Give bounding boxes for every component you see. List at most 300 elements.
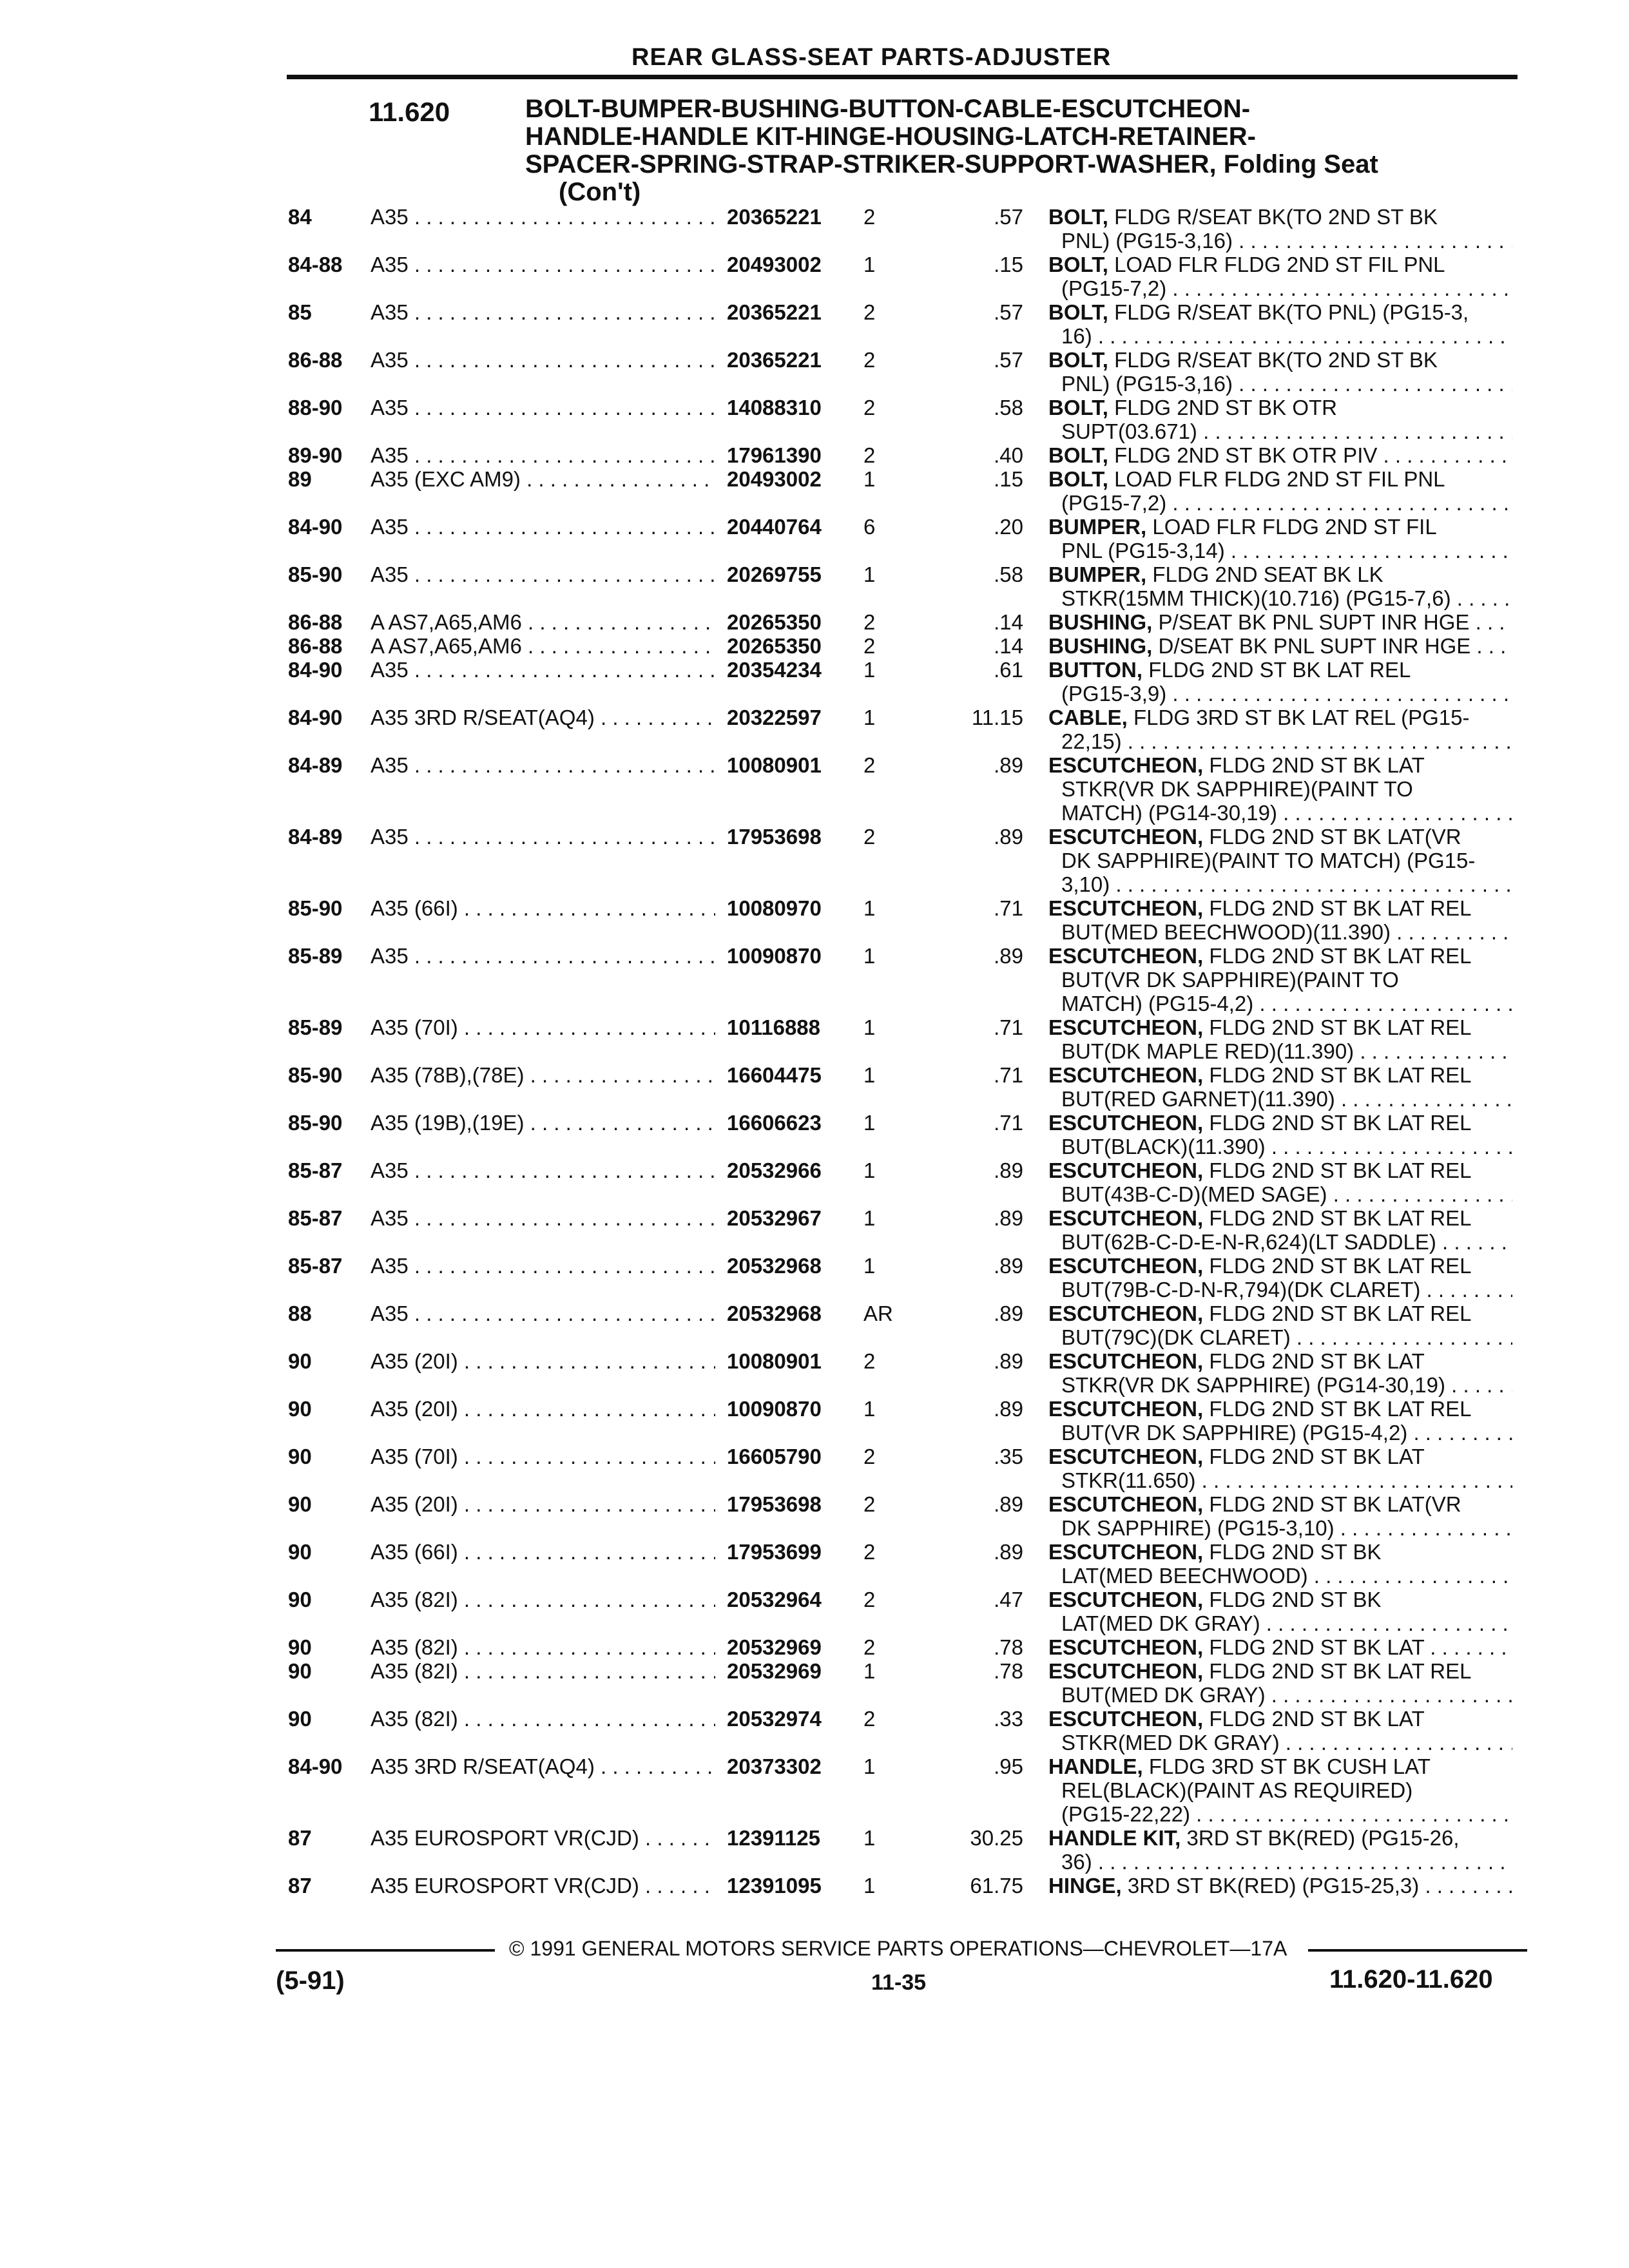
price: .95 [994, 1754, 1023, 1778]
description-text: FLDG 2ND ST BK LAT [1209, 1445, 1425, 1468]
price: 61.75 [970, 1874, 1023, 1898]
part-number: 20354234 [727, 658, 822, 682]
group-number: 11.620 [369, 97, 450, 127]
description-text: STKR(MED DK GRAY) [1061, 1731, 1280, 1754]
price: .33 [994, 1707, 1023, 1731]
description-line [1048, 324, 1512, 348]
part-name: ESCUTCHEON, [1048, 896, 1204, 920]
description-text: REL(BLACK)(PAINT AS REQUIRED) [1061, 1778, 1413, 1802]
description-line [1048, 348, 1512, 372]
quantity: 1 [863, 1063, 876, 1087]
model-code: A35 (82I) . . . [371, 1707, 715, 1731]
description-line [1048, 1659, 1512, 1683]
part-name: ESCUTCHEON, [1048, 753, 1204, 777]
footer-date: (5-91) [276, 1966, 345, 1995]
description-text: FLDG 2ND ST BK OTR [1114, 396, 1338, 419]
part-description [1048, 1349, 1512, 1397]
part-name: ESCUTCHEON, [1048, 825, 1204, 849]
description-text: FLDG 2ND ST BK [1209, 1588, 1382, 1611]
part-description [1048, 1158, 1512, 1206]
price: .78 [994, 1635, 1023, 1659]
item-range: 85-90 [288, 1063, 343, 1087]
item-range: 85-89 [288, 1015, 343, 1039]
model-code: A35 (20I) . . . [371, 1397, 715, 1421]
model-code: A35 . . . [371, 443, 715, 468]
quantity: 2 [863, 1349, 876, 1373]
description-line [1048, 1158, 1512, 1182]
description-line [1048, 491, 1512, 515]
model-code: A35 3RD R/SEAT(AQ4) . . . [371, 1754, 715, 1779]
quantity: 1 [863, 1826, 876, 1850]
description-line [1048, 539, 1512, 562]
quantity: 1 [863, 1754, 876, 1778]
item-range: 90 [288, 1635, 312, 1659]
part-number: 20373302 [727, 1754, 822, 1778]
description-text: BUT(VR DK SAPPHIRE)(PAINT TO [1061, 968, 1399, 992]
part-number: 10090870 [727, 1397, 822, 1421]
part-description [1048, 634, 1512, 658]
description-text: FLDG 2ND ST BK LAT REL [1209, 1659, 1472, 1683]
part-name: BOLT, [1048, 205, 1108, 229]
description-line [1048, 634, 1512, 658]
description-line [1048, 658, 1512, 682]
description-line [1048, 1826, 1512, 1850]
description-text: STKR(15MM THICK)(10.716) (PG15-7,6) [1061, 586, 1451, 610]
item-range: 90 [288, 1588, 312, 1611]
description-line [1048, 1468, 1512, 1492]
part-number: 20269755 [727, 562, 822, 586]
part-description [1048, 896, 1512, 944]
item-range: 84-90 [288, 658, 343, 682]
item-range: 85-90 [288, 896, 343, 920]
model-code: A35 . . . [371, 562, 715, 587]
description-text: P/SEAT BK PNL SUPT INR HGE [1158, 610, 1470, 634]
item-range: 89 [288, 467, 312, 491]
description-text: 16) [1061, 324, 1092, 348]
part-name: BOLT, [1048, 396, 1108, 419]
part-number: 20532967 [727, 1206, 822, 1230]
quantity: 1 [863, 1015, 876, 1039]
description-line [1048, 1135, 1512, 1158]
part-description [1048, 1397, 1512, 1445]
part-description [1048, 1754, 1512, 1826]
quantity: 2 [863, 348, 876, 372]
description-line [1048, 443, 1512, 467]
price: .89 [994, 1206, 1023, 1230]
quantity: 2 [863, 1588, 876, 1611]
model-code: A35 . . . [371, 825, 715, 849]
description-text: MATCH) (PG14-30,19) [1061, 801, 1277, 825]
part-name: ESCUTCHEON, [1048, 1492, 1204, 1516]
part-description [1048, 348, 1512, 396]
model-code: A35 . . . [371, 253, 715, 277]
group-title-suffix: Folding Seat [1216, 150, 1378, 178]
description-line [1048, 586, 1512, 610]
item-range: 90 [288, 1492, 312, 1516]
description-line [1048, 1588, 1512, 1611]
description-text: (PG15-3,9) [1061, 682, 1167, 706]
part-description [1048, 515, 1512, 562]
model-code: A35 (82I) . . . [371, 1635, 715, 1660]
description-line [1048, 1564, 1512, 1588]
item-range: 84-90 [288, 1754, 343, 1778]
price: .57 [994, 348, 1023, 372]
item-range: 85-89 [288, 944, 343, 968]
description-text: LOAD FLR FLDG 2ND ST FIL [1152, 515, 1437, 539]
description-line [1048, 992, 1512, 1015]
description-text: PNL) (PG15-3,16) [1061, 372, 1233, 396]
part-description [1048, 1826, 1512, 1874]
part-description [1048, 1635, 1512, 1659]
part-name: ESCUTCHEON, [1048, 1635, 1204, 1659]
part-number: 20532969 [727, 1635, 822, 1659]
item-range: 84-90 [288, 515, 343, 539]
description-text: (PG15-7,2) [1061, 491, 1167, 515]
item-range: 84-90 [288, 706, 343, 729]
item-range: 90 [288, 1659, 312, 1683]
part-name: ESCUTCHEON, [1048, 1707, 1204, 1731]
description-text: FLDG 2ND ST BK LAT REL [1209, 1015, 1472, 1039]
model-code: A35 . . . [371, 1254, 715, 1278]
quantity: 1 [863, 1111, 876, 1135]
part-name: HINGE, [1048, 1874, 1122, 1898]
item-range: 85-87 [288, 1254, 343, 1278]
part-number: 20440764 [727, 515, 822, 539]
part-name: ESCUTCHEON, [1048, 1397, 1204, 1421]
quantity: 2 [863, 443, 876, 467]
item-range: 84-89 [288, 753, 343, 777]
part-description [1048, 1707, 1512, 1754]
price: .71 [994, 1063, 1023, 1087]
description-text: FLDG R/SEAT BK(TO PNL) (PG15-3, [1114, 300, 1469, 324]
model-code: A35 . . . [371, 1158, 715, 1183]
model-code: A35 (66I) . . . [371, 896, 715, 921]
description-line [1048, 1635, 1512, 1659]
part-name: ESCUTCHEON, [1048, 1540, 1204, 1564]
description-line [1048, 205, 1512, 229]
description-line [1048, 1230, 1512, 1254]
price: .61 [994, 658, 1023, 682]
price: .89 [994, 1302, 1023, 1325]
quantity: 1 [863, 706, 876, 729]
description-line [1048, 729, 1512, 753]
part-number: 17953698 [727, 1492, 822, 1516]
description-text: FLDG 2ND ST BK OTR PIV [1114, 443, 1378, 467]
quantity: 1 [863, 1874, 876, 1898]
item-range: 86-88 [288, 348, 343, 372]
part-description [1048, 1302, 1512, 1349]
item-range: 86-88 [288, 610, 343, 634]
quantity: 2 [863, 300, 876, 324]
description-text: FLDG 2ND ST BK LAT REL [1209, 1063, 1472, 1087]
description-line [1048, 920, 1512, 944]
footer-copyright: © 1991 GENERAL MOTORS SERVICE PARTS OPERATIONS—CHEVROLET—17A [509, 1937, 1287, 1960]
quantity: 1 [863, 1659, 876, 1683]
model-code: A35 . . . [371, 944, 715, 968]
model-code: A AS7,A65,AM6 . . . [371, 634, 715, 658]
part-name: BOLT, [1048, 348, 1108, 372]
quantity: 1 [863, 1397, 876, 1421]
quantity: 2 [863, 1540, 876, 1564]
group-continued: (Con't) [559, 178, 641, 206]
description-line [1048, 849, 1512, 872]
description-text: 3,10) [1061, 872, 1110, 896]
item-range: 87 [288, 1826, 312, 1850]
description-text: STKR(VR DK SAPPHIRE) (PG14-30,19) [1061, 1373, 1445, 1397]
description-line [1048, 253, 1512, 276]
description-text: FLDG 2ND ST BK LAT REL [1209, 1254, 1472, 1278]
part-description [1048, 253, 1512, 300]
description-text: BUT(MED BEECHWOOD)(11.390) [1061, 920, 1391, 944]
price: .89 [994, 1254, 1023, 1278]
description-line [1048, 1302, 1512, 1325]
model-code: A35 . . . [371, 753, 715, 778]
item-range: 85 [288, 300, 312, 324]
description-text: D/SEAT BK PNL SUPT INR HGE [1158, 634, 1471, 658]
description-line [1048, 1087, 1512, 1111]
part-name: ESCUTCHEON, [1048, 1302, 1204, 1325]
description-text: FLDG 3RD ST BK CUSH LAT [1148, 1754, 1431, 1778]
part-name: ESCUTCHEON, [1048, 1063, 1204, 1087]
description-line [1048, 300, 1512, 324]
description-text: FLDG 2ND ST BK LAT REL [1209, 1302, 1472, 1325]
description-line [1048, 1850, 1512, 1874]
description-text: LOAD FLR FLDG 2ND ST FIL PNL [1114, 253, 1445, 276]
description-text: (PG15-7,2) [1061, 276, 1167, 300]
item-range: 90 [288, 1707, 312, 1731]
part-number: 16604475 [727, 1063, 822, 1087]
part-number: 16606623 [727, 1111, 822, 1135]
price: .57 [994, 300, 1023, 324]
description-text: PNL) (PG15-3,16) [1061, 229, 1233, 253]
item-range: 88-90 [288, 396, 343, 419]
group-title-line: SPACER-SPRING-STRAP-STRIKER-SUPPORT-WASHER, [525, 150, 1217, 178]
description-text: FLDG 2ND ST BK LAT(VR [1209, 1492, 1461, 1516]
part-name: BOLT, [1048, 300, 1108, 324]
item-range: 90 [288, 1349, 312, 1373]
price: .15 [994, 253, 1023, 276]
part-description [1048, 610, 1512, 634]
description-text: BUT(79B-C-D-N-R,794)(DK CLARET) [1061, 1278, 1421, 1302]
quantity: 6 [863, 515, 876, 539]
part-name: ESCUTCHEON, [1048, 1659, 1204, 1683]
price: .89 [994, 825, 1023, 849]
part-description [1048, 825, 1512, 896]
part-description [1048, 1015, 1512, 1063]
description-line [1048, 1707, 1512, 1731]
item-range: 86-88 [288, 634, 343, 658]
item-range: 90 [288, 1445, 312, 1468]
model-code: A35 . . . [371, 348, 715, 372]
price: 30.25 [970, 1826, 1023, 1850]
description-text: 3RD ST BK(RED) (PG15-25,3) [1127, 1874, 1420, 1898]
description-line [1048, 801, 1512, 825]
description-line [1048, 372, 1512, 396]
part-number: 10090870 [727, 944, 822, 968]
description-line [1048, 896, 1512, 920]
description-text: DK SAPPHIRE)(PAINT TO MATCH) (PG15- [1061, 849, 1476, 872]
item-range: 87 [288, 1874, 312, 1898]
description-line [1048, 1611, 1512, 1635]
description-text: FLDG 2ND ST BK LAT [1209, 1349, 1425, 1373]
quantity: 2 [863, 1707, 876, 1731]
footer-page-number: 11-35 [871, 1970, 927, 1995]
description-line [1048, 1397, 1512, 1421]
description-text: 36) [1061, 1850, 1092, 1874]
item-range: 89-90 [288, 443, 343, 467]
part-number: 16605790 [727, 1445, 822, 1468]
part-description [1048, 1111, 1512, 1158]
part-name: BOLT, [1048, 467, 1108, 491]
description-line [1048, 396, 1512, 419]
part-description [1048, 205, 1512, 253]
description-text: STKR(11.650) [1061, 1468, 1196, 1492]
description-line [1048, 1445, 1512, 1468]
part-name: HANDLE, [1048, 1754, 1143, 1778]
description-line [1048, 610, 1512, 634]
group-title-line: HANDLE-HANDLE KIT-HINGE-HOUSING-LATCH-RETAINER- [525, 122, 1256, 151]
description-line [1048, 1206, 1512, 1230]
part-name: ESCUTCHEON, [1048, 1254, 1204, 1278]
price: .89 [994, 1492, 1023, 1516]
model-code: A35 . . . [371, 515, 715, 539]
item-range: 84-89 [288, 825, 343, 849]
description-line [1048, 1802, 1512, 1826]
model-code: A35 . . . [371, 396, 715, 420]
part-name: ESCUTCHEON, [1048, 1445, 1204, 1468]
model-code: A35 (19B),(19E) . . . [371, 1111, 715, 1135]
description-text: FLDG R/SEAT BK(TO 2ND ST BK [1114, 205, 1438, 229]
part-name: BUMPER, [1048, 515, 1147, 539]
price: 11.15 [971, 706, 1023, 729]
quantity: 2 [863, 1492, 876, 1516]
item-range: 90 [288, 1540, 312, 1564]
part-number: 17961390 [727, 443, 822, 467]
part-number: 12391125 [727, 1826, 821, 1850]
price: .71 [994, 1015, 1023, 1039]
part-number: 17953699 [727, 1540, 822, 1564]
description-text: (PG15-22,22) [1061, 1802, 1190, 1826]
item-range: 84-88 [288, 253, 343, 276]
price: .89 [994, 1349, 1023, 1373]
price: .89 [994, 1540, 1023, 1564]
description-line [1048, 1731, 1512, 1754]
part-description [1048, 706, 1512, 753]
description-text: FLDG 3RD ST BK LAT REL (PG15- [1133, 706, 1470, 729]
model-code: A35 3RD R/SEAT(AQ4) . . . [371, 706, 715, 730]
description-text: FLDG 2ND ST BK LAT [1209, 1707, 1425, 1731]
quantity: 1 [863, 1254, 876, 1278]
part-number: 20493002 [727, 253, 822, 276]
group-title-line: BOLT-BUMPER-BUSHING-BUTTON-CABLE-ESCUTCHEON- [525, 95, 1251, 123]
description-line [1048, 1516, 1512, 1540]
description-text: FLDG R/SEAT BK(TO 2ND ST BK [1114, 348, 1438, 372]
description-line [1048, 1373, 1512, 1397]
footer-rule [276, 1949, 495, 1952]
part-name: BUMPER, [1048, 562, 1147, 586]
price: .14 [994, 634, 1023, 658]
description-text: FLDG 2ND ST BK LAT [1209, 753, 1425, 777]
part-name: ESCUTCHEON, [1048, 1015, 1204, 1039]
part-name: BUSHING, [1048, 610, 1153, 634]
part-number: 20532968 [727, 1254, 822, 1278]
quantity: 2 [863, 205, 876, 229]
description-line [1048, 706, 1512, 729]
part-description [1048, 1206, 1512, 1254]
description-text: LOAD FLR FLDG 2ND ST FIL PNL [1114, 467, 1445, 491]
part-number: 10116888 [727, 1015, 821, 1039]
footer-group-range: 11.620-11.620 [1329, 1965, 1493, 1994]
quantity: 1 [863, 467, 876, 491]
part-number: 20532974 [727, 1707, 822, 1731]
quantity: 1 [863, 1158, 876, 1182]
description-text: BUT(VR DK SAPPHIRE) (PG15-4,2) [1061, 1421, 1408, 1445]
quantity: 2 [863, 825, 876, 849]
description-line [1048, 777, 1512, 801]
model-code: A35 . . . [371, 1206, 715, 1231]
part-description [1048, 467, 1512, 515]
model-code: A35 (70I) . . . [371, 1015, 715, 1040]
model-code: A35 (78B),(78E) . . . [371, 1063, 715, 1088]
quantity: 2 [863, 396, 876, 419]
description-line [1048, 1540, 1512, 1564]
description-line [1048, 1754, 1512, 1778]
part-description [1048, 1588, 1512, 1635]
part-description [1048, 1445, 1512, 1492]
part-name: CABLE, [1048, 706, 1128, 729]
part-description [1048, 443, 1512, 467]
description-line [1048, 229, 1512, 253]
description-line [1048, 1349, 1512, 1373]
price: .89 [994, 944, 1023, 968]
part-number: 20532964 [727, 1588, 822, 1611]
description-line [1048, 1254, 1512, 1278]
item-range: 85-90 [288, 562, 343, 586]
part-description [1048, 1540, 1512, 1588]
description-text: BUT(79C)(DK CLARET) [1061, 1325, 1291, 1349]
model-code: A35 (EXC AM9) . . . [371, 467, 715, 492]
description-line [1048, 753, 1512, 777]
quantity: 2 [863, 634, 876, 658]
part-name: BOLT, [1048, 253, 1108, 276]
part-number: 10080901 [727, 1349, 822, 1373]
quantity: 2 [863, 1445, 876, 1468]
item-range: 85-90 [288, 1111, 343, 1135]
part-description [1048, 944, 1512, 1015]
price: .89 [994, 1397, 1023, 1421]
description-line [1048, 515, 1512, 539]
part-description [1048, 562, 1512, 610]
part-number: 20365221 [727, 205, 822, 229]
price: .14 [994, 610, 1023, 634]
model-code: A35 (66I) . . . [371, 1540, 715, 1564]
part-number: 20265350 [727, 610, 822, 634]
part-number: 10080970 [727, 896, 822, 920]
description-text: BUT(BLACK)(11.390) [1061, 1135, 1266, 1158]
part-description [1048, 1254, 1512, 1302]
description-line [1048, 419, 1512, 443]
description-text: FLDG 2ND ST BK LAT REL [1209, 1206, 1472, 1230]
description-line [1048, 467, 1512, 491]
description-text: FLDG 2ND SEAT BK LK [1152, 562, 1383, 586]
quantity: 1 [863, 658, 876, 682]
item-range: 90 [288, 1397, 312, 1421]
description-line [1048, 1778, 1512, 1802]
quantity: 2 [863, 610, 876, 634]
description-text: BUT(RED GARNET)(11.390) [1061, 1087, 1335, 1111]
description-line [1048, 1015, 1512, 1039]
description-text: FLDG 2ND ST BK LAT REL [1209, 896, 1472, 920]
